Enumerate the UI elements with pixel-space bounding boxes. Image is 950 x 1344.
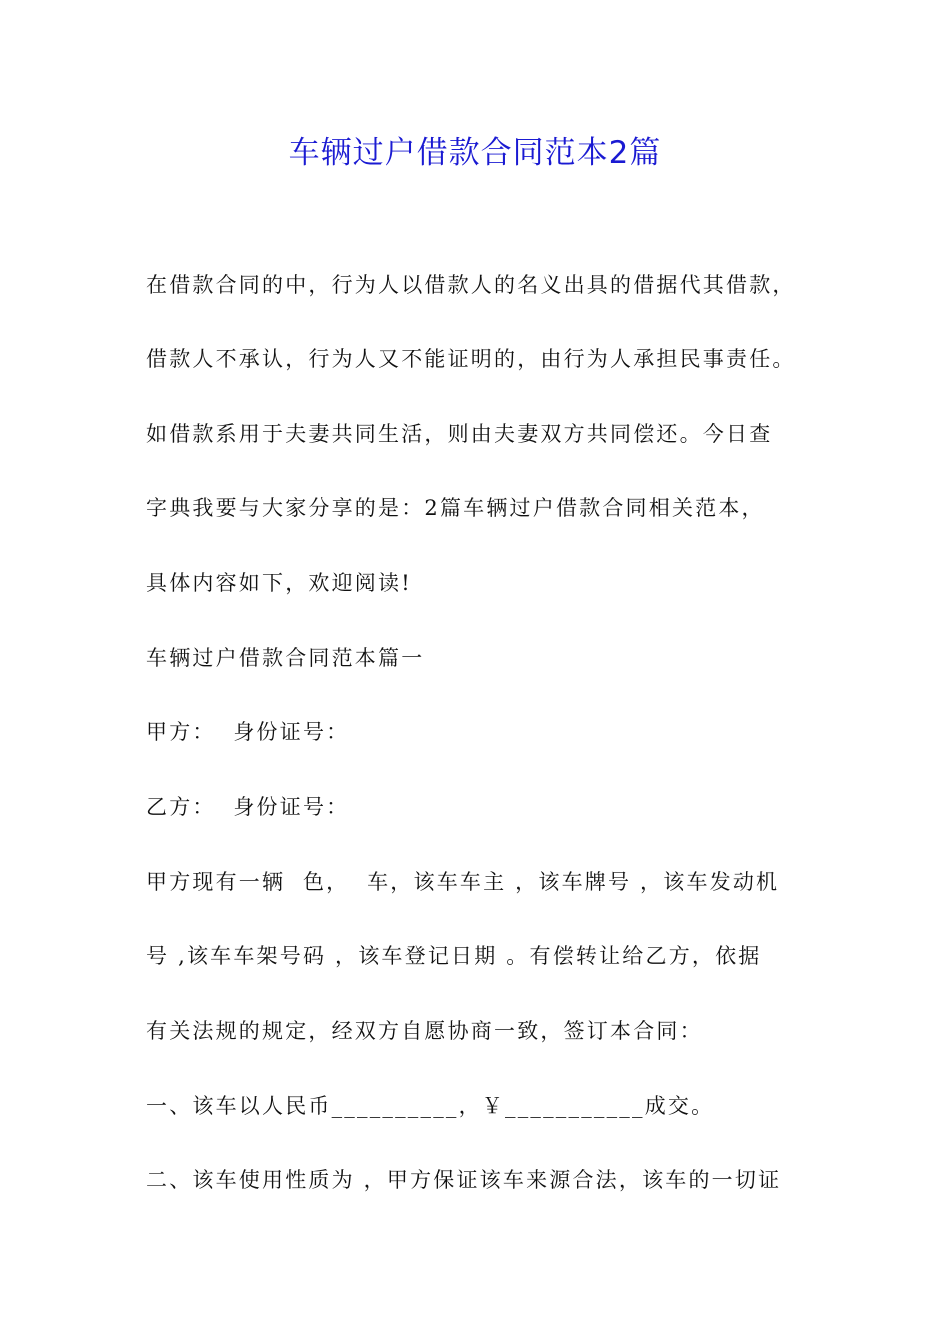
paragraph-line-1: 在借款合同的中，行为人以借款人的名义出具的借据代其借款， bbox=[146, 273, 796, 297]
document-title: 车辆过户借款合同范本2篇 bbox=[288, 135, 662, 171]
paragraph-line-3: 如借款系用于夫妻共同生活，则由夫妻双方共同偿还。今日查 bbox=[146, 422, 773, 446]
paragraph-line-5: 具体内容如下，欢迎阅读! bbox=[146, 571, 412, 595]
clause-1-line: 一、该车以人民币__________，￥___________成交。 bbox=[146, 1094, 715, 1118]
paragraph-line-11: 有关法规的规定，经双方自愿协商一致，签订本合同： bbox=[146, 1019, 703, 1043]
paragraph-line-4: 字典我要与大家分享的是：2篇车辆过户借款合同相关范本， bbox=[146, 496, 765, 520]
paragraph-line-9: 甲方现有一辆 色， 车，该车车主 ，该车牌号 ，该车发动机 bbox=[146, 870, 780, 894]
section-heading: 车辆过户借款合同范本篇一 bbox=[146, 646, 425, 670]
clause-2-line: 二、该车使用性质为 ，甲方保证该车来源合法，该车的一切证 bbox=[146, 1168, 782, 1192]
paragraph-line-10: 号 ,该车车架号码 ，该车登记日期 。有偿转让给乙方，依据 bbox=[146, 944, 762, 968]
party-a-line: 甲方： 身份证号： bbox=[146, 720, 350, 744]
party-b-line: 乙方： 身份证号： bbox=[146, 795, 350, 819]
paragraph-line-2: 借款人不承认，行为人又不能证明的，由行为人承担民事责任。 bbox=[146, 347, 796, 371]
